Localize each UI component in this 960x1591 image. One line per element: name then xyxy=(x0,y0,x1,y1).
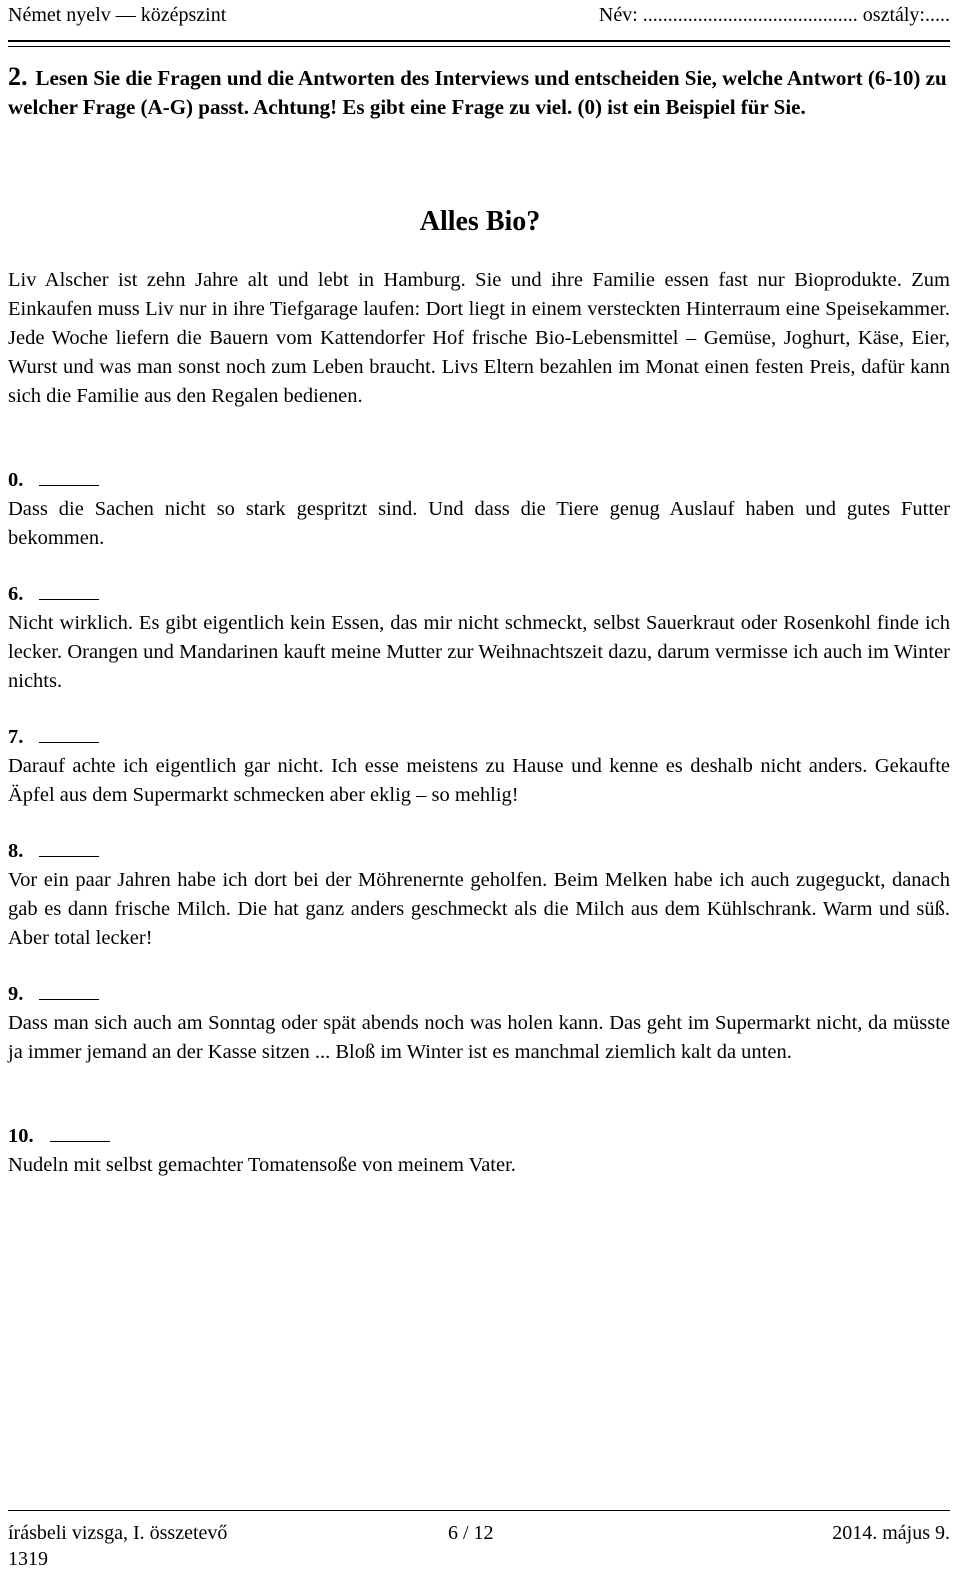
footer-date: 2014. május 9. xyxy=(832,1522,950,1544)
answer-label: 10. xyxy=(8,1125,34,1147)
page-header xyxy=(8,2,950,32)
answer-text: Dass die Sachen nicht so stark gespritzt sind. Und dass die Tiere genug Auslauf haben und gutes Futter bekommen. xyxy=(8,498,950,549)
answer-blank[interactable] xyxy=(39,581,99,600)
answer-text: Nudeln mit selbst gemachter Tomatensoße von meinem Vater. xyxy=(8,1154,516,1176)
article-title: Alles Bio? xyxy=(419,206,541,237)
header-name-class-field: Név: ........................................... osztály:..... xyxy=(598,4,950,26)
answer-item xyxy=(8,1122,950,1180)
answer-label: 0. xyxy=(8,469,24,491)
answer-item xyxy=(8,580,950,696)
answer-label: 8. xyxy=(8,840,24,862)
answer-item xyxy=(8,723,950,810)
answer-blank[interactable] xyxy=(39,981,99,1000)
footer-divider xyxy=(8,1510,950,1511)
answer-text: Dass man sich auch am Sonntag oder spät abends noch was holen kann. Das geht im Supermarkt nicht, da müsste ja immer jemand an der Kasse sitzen ... Bloß im Winter ist es manchmal ziemlich kalt da unten. xyxy=(8,1012,950,1063)
answer-blank[interactable] xyxy=(39,724,99,743)
task-instruction xyxy=(8,62,950,122)
header-subject: Német nyelv — középszint xyxy=(8,4,227,26)
answer-blank[interactable] xyxy=(39,838,99,857)
task-text: Lesen Sie die Fragen und die Antworten des Interviews und entscheiden Sie, welche Antwort (6-10) zu welcher Frage (A-G) passt. Achtung! Es gibt eine Frage zu viel. (0) ist ein Beispiel für Sie. xyxy=(8,66,947,119)
page-number: 6 / 12 xyxy=(448,1522,494,1544)
answer-label: 9. xyxy=(8,983,24,1005)
answer-blank[interactable] xyxy=(39,467,99,486)
header-divider xyxy=(8,40,950,47)
answer-item xyxy=(8,980,950,1067)
answer-blank[interactable] xyxy=(50,1123,110,1142)
article-intro: Liv Alscher ist zehn Jahre alt und lebt in Hamburg. Sie und ihre Familie essen fast nur Bioprodukte. Zum Einkaufen muss Liv nur in ihre Tiefgarage laufen: Dort liegt in einem versteckten Hinterraum eine Speisekammer. Jede Woche liefern die Bauern vom Kattendorfer Hof frische Bio-Lebensmittel – Gemüse, Joghurt, Käse, Eier, Wurst und was man sonst noch zum Leben braucht. Livs Eltern bezahlen im Monat einen festen Preis, dafür kann sich die Familie aus den Regalen bedienen. xyxy=(8,269,950,407)
answer-text: Nicht wirklich. Es gibt eigentlich kein Essen, das mir nicht schmeckt, selbst Sauerkraut oder Rosenkohl finde ich lecker. Orangen und Mandarinen kauft meine Mutter zur Weihnachtszeit dazu, darum vermisse ich auch im Winter nichts. xyxy=(8,612,950,692)
answer-item xyxy=(8,837,950,953)
footer-code: 1319 xyxy=(8,1548,48,1570)
answer-text: Darauf achte ich eigentlich gar nicht. Ich esse meistens zu Hause und kenne es deshalb nicht anders. Gekaufte Äpfel aus dem Supermarkt schmecken aber eklig – so mehlig! xyxy=(8,755,950,806)
answer-item xyxy=(8,466,950,553)
footer-exam-part: írásbeli vizsga, I. összetevő xyxy=(8,1522,228,1544)
answer-label: 6. xyxy=(8,583,24,605)
task-number: 2. xyxy=(8,62,28,91)
answer-text: Vor ein paar Jahren habe ich dort bei der Möhrenernte geholfen. Beim Melken habe ich auch zugeguckt, danach gab es dann frische Milch. Die hat ganz anders geschmeckt als die Milch aus dem Kühlschrank. Warm und süß. Aber total lecker! xyxy=(8,869,950,949)
answer-label: 7. xyxy=(8,726,24,748)
